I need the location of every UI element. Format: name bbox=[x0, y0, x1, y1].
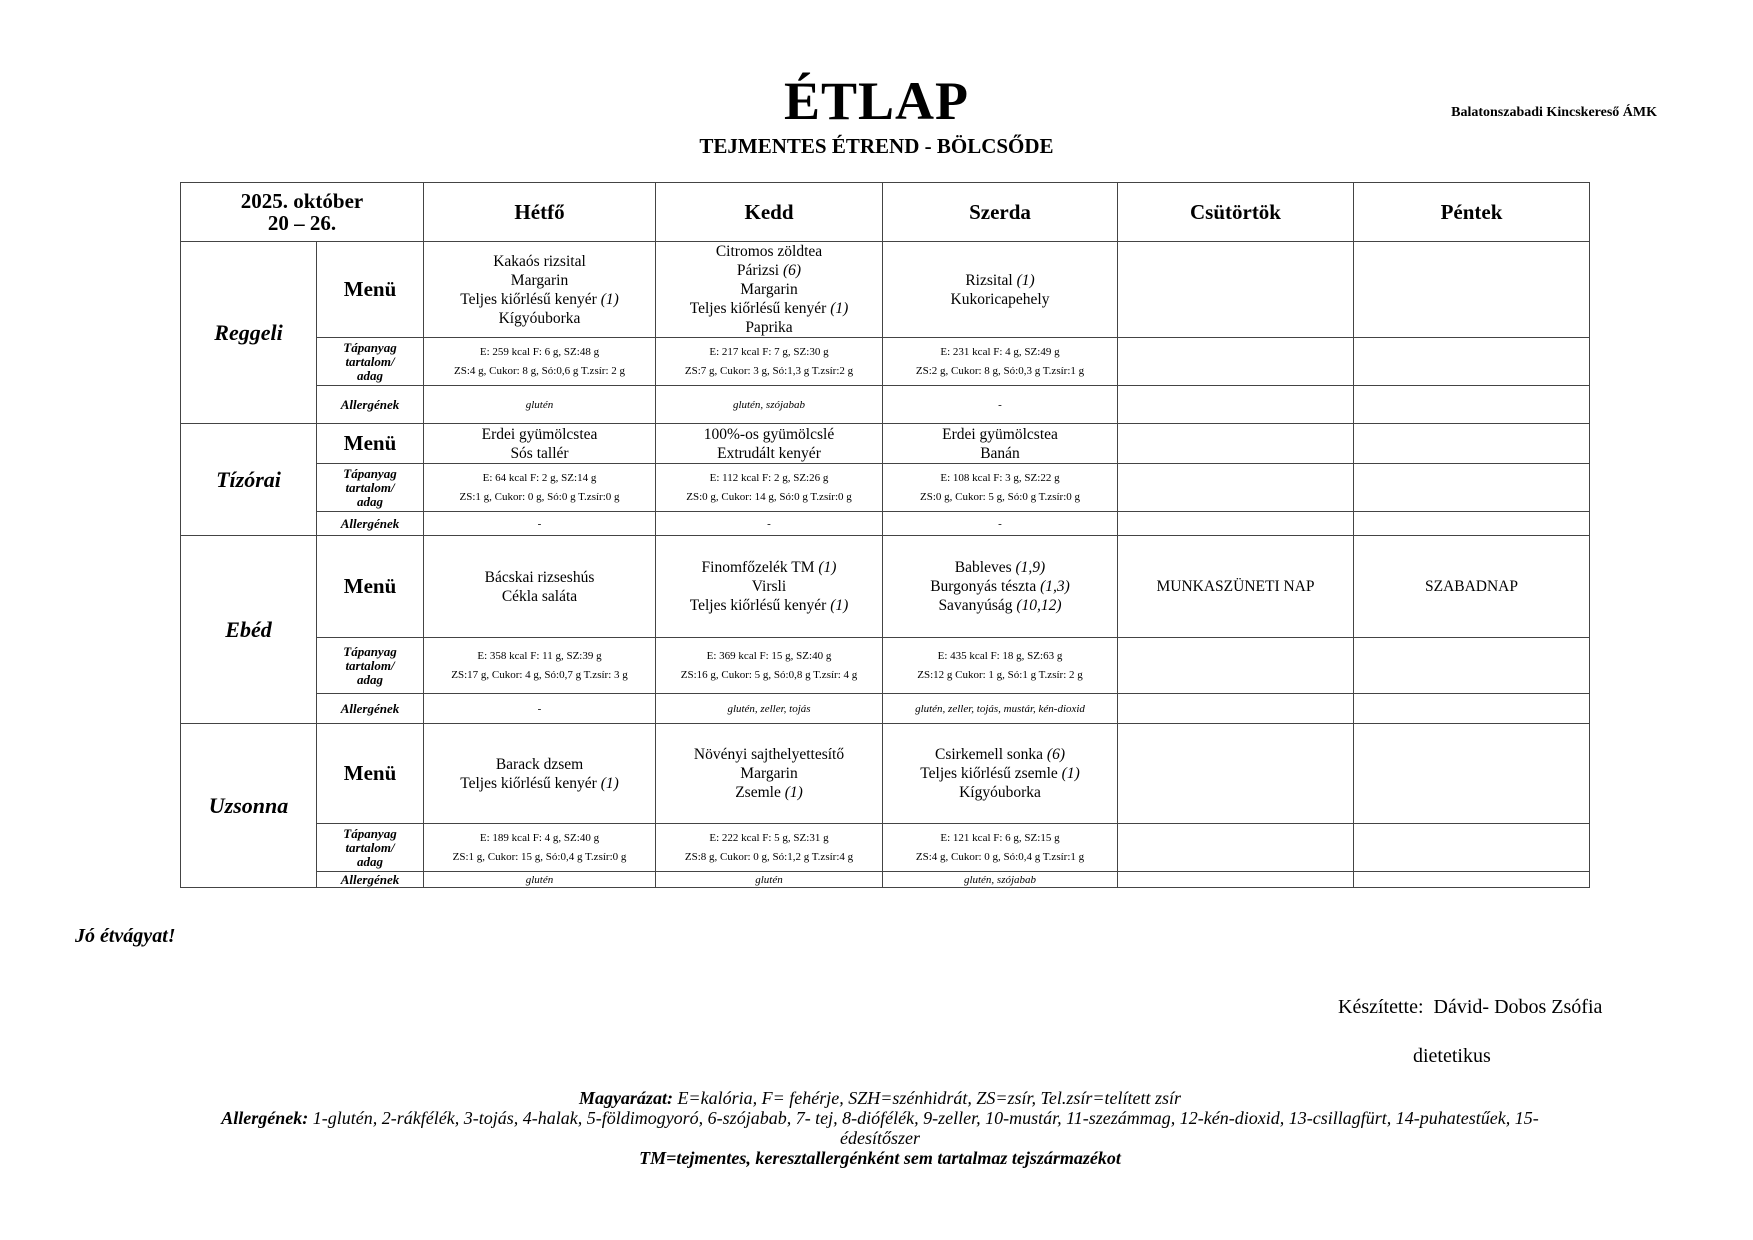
nutrient-cell bbox=[1118, 638, 1354, 694]
menu-cell bbox=[1118, 724, 1354, 824]
day-header: Péntek bbox=[1354, 183, 1590, 242]
dish-item bbox=[885, 444, 1115, 463]
nutrient-label-line: tartalom/ bbox=[345, 353, 395, 369]
dish-name: Kakaós rizsital bbox=[493, 252, 586, 270]
week-range bbox=[181, 183, 424, 242]
dish-item bbox=[426, 755, 653, 774]
allergen-cell: glutén, szójabab bbox=[883, 872, 1118, 888]
dish-name: 100%-os gyümölcslé bbox=[703, 425, 835, 443]
nutrient-cell bbox=[656, 464, 883, 512]
allergen-cell bbox=[1118, 872, 1354, 888]
nutrient-cell bbox=[1118, 338, 1354, 386]
menu-cell bbox=[656, 424, 883, 464]
nutrient-line: ZS:4 g, Cukor: 0 g, Só:0,4 g T.zsír:1 g bbox=[915, 850, 1085, 863]
dish-item bbox=[658, 783, 880, 802]
menu-cell bbox=[1354, 536, 1590, 638]
allergen-cell: - bbox=[424, 694, 656, 724]
nutrient-cell bbox=[883, 638, 1118, 694]
dish-allergen-code: (1,9) bbox=[1015, 559, 1046, 576]
day-header: Kedd bbox=[656, 183, 883, 242]
allergen-cell bbox=[1354, 694, 1590, 724]
dish-item bbox=[658, 299, 880, 318]
nutrient-label-line: adag bbox=[357, 853, 383, 869]
nutrient-line: E: 112 kcal F: 2 g, SZ:26 g bbox=[709, 471, 829, 484]
allergen-cell: glutén, zeller, tojás, mustár, kén-dioxid bbox=[883, 694, 1118, 724]
legend-block bbox=[100, 1088, 1660, 1168]
dish-allergen-code: (6) bbox=[1046, 746, 1065, 763]
nutrient-cell bbox=[656, 638, 883, 694]
dish-name: Extrudált kenyér bbox=[717, 444, 821, 462]
nutrient-line: ZS:1 g, Cukor: 0 g, Só:0 g T.zsír:0 g bbox=[459, 490, 620, 503]
weekly-menu-table bbox=[180, 182, 1590, 888]
dish-name: Margarin bbox=[740, 281, 798, 298]
nutrient-row bbox=[181, 464, 1590, 512]
dish-name: Burgonyás tészta bbox=[930, 578, 1037, 595]
nutrient-line: E: 64 kcal F: 2 g, SZ:14 g bbox=[482, 471, 597, 484]
nutrient-label-line: adag bbox=[357, 671, 383, 687]
dish-name: Sós tallér bbox=[510, 444, 569, 462]
dish-name: Kígyóuborka bbox=[498, 309, 581, 327]
nutrient-cell bbox=[656, 338, 883, 386]
row-label-menu: Menü bbox=[317, 536, 424, 638]
dish-name: Virsli bbox=[751, 578, 787, 595]
nutrient-cell bbox=[1354, 338, 1590, 386]
dish-name: Teljes kiőrlésű kenyér bbox=[460, 290, 597, 308]
dish-item bbox=[426, 271, 653, 290]
allergen-cell: - bbox=[656, 512, 883, 536]
nutrient-cell bbox=[1118, 824, 1354, 872]
row-label-menu: Menü bbox=[317, 424, 424, 464]
dish-item bbox=[658, 280, 880, 299]
nutrient-cell bbox=[883, 464, 1118, 512]
nutrient-line: E: 435 kcal F: 18 g, SZ:63 g bbox=[937, 649, 1063, 662]
page-subtitle: TEJMENTES ÉTREND - BÖLCSŐDE bbox=[699, 134, 1054, 158]
meal-name: Tízórai bbox=[181, 424, 317, 536]
dish-name: Zsemle bbox=[735, 784, 781, 801]
nutrient-cell bbox=[1354, 638, 1590, 694]
menu-cell bbox=[424, 242, 656, 338]
page-title: ÉTLAP bbox=[783, 71, 970, 131]
menu-cell bbox=[883, 724, 1118, 824]
dish-allergen-code: (1) bbox=[818, 559, 837, 576]
menu-cell bbox=[1354, 424, 1590, 464]
dish-item bbox=[426, 309, 653, 328]
row-label-nutrient bbox=[317, 824, 424, 872]
dish-name: Növényi sajthelyettesítő bbox=[693, 746, 845, 763]
dish-allergen-code: (1) bbox=[1016, 271, 1035, 289]
menu-row bbox=[181, 424, 1590, 464]
menu-cell bbox=[883, 242, 1118, 338]
dish-item bbox=[426, 290, 653, 309]
dish-name: Teljes kiőrlésű zsemle bbox=[920, 765, 1058, 782]
dish-allergen-code: (1) bbox=[600, 774, 619, 792]
menu-cell bbox=[424, 536, 656, 638]
institution-name: Balatonszabadi Kincskereső ÁMK bbox=[1451, 105, 1657, 120]
nutrient-line: E: 108 kcal F: 3 g, SZ:22 g bbox=[940, 471, 1060, 484]
dish-allergen-code: (1) bbox=[1061, 765, 1080, 782]
allergen-row bbox=[181, 872, 1590, 888]
row-label-allergen: Allergének bbox=[317, 386, 424, 424]
dish-name: MUNKASZÜNETI NAP bbox=[1156, 577, 1315, 595]
nutrient-label-line: Tápanyag bbox=[343, 465, 397, 481]
dish-item bbox=[426, 425, 653, 444]
menu-cell bbox=[656, 536, 883, 638]
allergen-cell: glutén, szójabab bbox=[656, 386, 883, 424]
dish-name: Bácskai rizseshús bbox=[484, 568, 595, 586]
row-label-menu: Menü bbox=[317, 242, 424, 338]
dish-name: Kígyóuborka bbox=[959, 784, 1041, 801]
menu-row bbox=[181, 724, 1590, 824]
legend-allergens: Allergének: 1-glutén, 2-rákfélék, 3-tojás, 4-halak, 5-földimogyoró, 6-szójabab, 7- tej, 8-diófélék, 9-zeller, 10-mustár, 11-szezámmag, 12-kén-dioxid, 13-csillagfürt, 14-puhatestűek, 15- bbox=[221, 1108, 1539, 1128]
allergen-row bbox=[181, 694, 1590, 724]
nutrient-line: E: 358 kcal F: 11 g, SZ:39 g bbox=[477, 649, 602, 662]
dish-item bbox=[885, 290, 1115, 309]
dish-name: Banán bbox=[980, 444, 1020, 462]
dish-item bbox=[658, 558, 880, 577]
dish-item bbox=[885, 745, 1115, 764]
nutrient-label-line: adag bbox=[357, 493, 383, 509]
menu-cell bbox=[1118, 536, 1354, 638]
nutrient-cell bbox=[1118, 464, 1354, 512]
dish-allergen-code: (10,12) bbox=[1016, 597, 1062, 614]
dish-item bbox=[885, 425, 1115, 444]
nutrient-line: ZS:4 g, Cukor: 8 g, Só:0,6 g T.zsír: 2 g bbox=[453, 364, 625, 377]
row-label-nutrient bbox=[317, 638, 424, 694]
nutrient-line: ZS:12 g Cukor: 1 g, Só:1 g T.zsír: 2 g bbox=[917, 668, 1083, 681]
dish-name: Margarin bbox=[740, 765, 798, 782]
dish-allergen-code: (6) bbox=[782, 262, 802, 279]
nutrient-line: ZS:17 g, Cukor: 4 g, Só:0,7 g T.zsír: 3 g bbox=[451, 668, 628, 681]
nutrient-cell bbox=[1354, 464, 1590, 512]
nutrient-line: E: 121 kcal F: 6 g, SZ:15 g bbox=[940, 831, 1060, 844]
nutrient-label-line: Tápanyag bbox=[343, 643, 397, 659]
allergen-row bbox=[181, 386, 1590, 424]
nutrient-line: E: 222 kcal F: 5 g, SZ:31 g bbox=[709, 831, 829, 844]
dish-allergen-code: (1) bbox=[784, 784, 803, 801]
week-days: 20 – 26. bbox=[267, 211, 337, 235]
menu-cell bbox=[656, 242, 883, 338]
allergen-cell bbox=[1354, 512, 1590, 536]
dish-item bbox=[658, 764, 880, 783]
nutrient-line: ZS:2 g, Cukor: 8 g, Só:0,3 g T.zsír:1 g bbox=[915, 364, 1085, 377]
nutrient-cell bbox=[883, 824, 1118, 872]
dish-item bbox=[1120, 578, 1351, 596]
dish-name: Rizsital bbox=[965, 271, 1013, 289]
menu-row bbox=[181, 536, 1590, 638]
menu-cell bbox=[1118, 242, 1354, 338]
nutrient-label-line: tartalom/ bbox=[345, 657, 395, 673]
menu-cell bbox=[1354, 242, 1590, 338]
allergen-cell: - bbox=[424, 512, 656, 536]
nutrient-label-line: tartalom/ bbox=[345, 479, 395, 495]
nutrient-cell bbox=[883, 338, 1118, 386]
row-label-nutrient bbox=[317, 338, 424, 386]
dish-item bbox=[1356, 578, 1587, 596]
nutrient-label-line: adag bbox=[357, 367, 383, 383]
allergen-cell bbox=[1354, 872, 1590, 888]
dish-allergen-code: (1,3) bbox=[1040, 578, 1070, 595]
menu-cell bbox=[883, 536, 1118, 638]
dish-item bbox=[885, 271, 1115, 290]
dish-item bbox=[658, 318, 880, 337]
nutrient-line: E: 231 kcal F: 4 g, SZ:49 g bbox=[940, 345, 1060, 358]
dish-name: Erdei gyümölcstea bbox=[942, 425, 1058, 443]
dish-item bbox=[426, 568, 653, 587]
dish-name: Barack dzsem bbox=[495, 755, 584, 773]
nutrient-line: E: 189 kcal F: 4 g, SZ:40 g bbox=[479, 831, 600, 844]
dish-item bbox=[658, 596, 880, 615]
menu-row bbox=[181, 242, 1590, 338]
allergen-cell: - bbox=[883, 386, 1118, 424]
nutrient-line: E: 259 kcal F: 6 g, SZ:48 g bbox=[479, 345, 600, 358]
nutrient-row bbox=[181, 638, 1590, 694]
row-label-allergen: Allergének bbox=[317, 512, 424, 536]
menu-cell bbox=[1118, 424, 1354, 464]
day-header: Csütörtök bbox=[1118, 183, 1354, 242]
dish-name: Párizsi bbox=[736, 262, 780, 279]
nutrient-cell bbox=[1354, 824, 1590, 872]
dish-name: Teljes kiőrlésű kenyér bbox=[460, 774, 597, 792]
dish-item bbox=[658, 745, 880, 764]
dish-item bbox=[885, 596, 1115, 615]
dish-name: Cékla saláta bbox=[501, 587, 578, 605]
appetite-note: Jó étvágyat! bbox=[75, 925, 176, 947]
allergen-cell: glutén, zeller, tojás bbox=[656, 694, 883, 724]
legend-allergens-cont: édesítőszer bbox=[840, 1128, 920, 1148]
dish-item bbox=[885, 764, 1115, 783]
dish-name: Bableves bbox=[954, 559, 1012, 576]
author-line bbox=[1338, 996, 1602, 1019]
dish-name: Erdei gyümölcstea bbox=[481, 425, 598, 443]
nutrient-line: ZS:0 g, Cukor: 5 g, Só:0 g T.zsír:0 g bbox=[919, 490, 1080, 503]
dish-name: Csirkemell sonka bbox=[934, 746, 1044, 763]
dish-item bbox=[658, 425, 880, 444]
dish-name: Teljes kiőrlésű kenyér bbox=[689, 300, 827, 317]
menu-cell bbox=[424, 724, 656, 824]
day-header: Szerda bbox=[883, 183, 1118, 242]
nutrient-cell bbox=[424, 638, 656, 694]
nutrient-line: E: 369 kcal F: 15 g, SZ:40 g bbox=[706, 649, 832, 662]
allergen-cell: glutén bbox=[424, 386, 656, 424]
author-name: Dávid- Dobos Zsófia bbox=[1433, 996, 1603, 1018]
week-month: 2025. október bbox=[240, 189, 364, 213]
nutrient-cell bbox=[424, 824, 656, 872]
dish-name: Margarin bbox=[510, 271, 569, 289]
dish-item bbox=[658, 577, 880, 596]
dish-name: Citromos zöldtea bbox=[715, 243, 823, 260]
nutrient-label-line: tartalom/ bbox=[345, 839, 395, 855]
nutrient-row bbox=[181, 824, 1590, 872]
dish-item bbox=[426, 587, 653, 606]
allergen-cell: glutén bbox=[424, 872, 656, 888]
row-label-allergen: Allergének bbox=[317, 694, 424, 724]
dish-item bbox=[885, 558, 1115, 577]
menu-cell bbox=[883, 424, 1118, 464]
row-label-menu: Menü bbox=[317, 724, 424, 824]
nutrient-line: ZS:0 g, Cukor: 14 g, Só:0 g T.zsír:0 g bbox=[686, 490, 852, 503]
day-header: Hétfő bbox=[424, 183, 656, 242]
dish-name: Savanyúság bbox=[938, 597, 1013, 614]
menu-cell bbox=[424, 424, 656, 464]
dish-item bbox=[426, 252, 653, 271]
dish-item bbox=[885, 783, 1115, 802]
menu-cell bbox=[1354, 724, 1590, 824]
meal-name: Reggeli bbox=[181, 242, 317, 424]
allergen-cell bbox=[1118, 386, 1354, 424]
dish-allergen-code: (1) bbox=[830, 597, 849, 614]
dish-item bbox=[426, 774, 653, 793]
nutrient-cell bbox=[424, 338, 656, 386]
nutrient-cell bbox=[424, 464, 656, 512]
meal-name: Ebéd bbox=[181, 536, 317, 724]
nutrient-label-line: Tápanyag bbox=[343, 339, 397, 355]
nutrient-label-line: Tápanyag bbox=[343, 825, 397, 841]
meal-name: Uzsonna bbox=[181, 724, 317, 888]
dish-item bbox=[658, 242, 880, 261]
legend-explanation: Magyarázat: E=kalória, F= fehérje, SZH=szénhidrát, ZS=zsír, Tel.zsír=telített zsír bbox=[578, 1088, 1182, 1108]
dish-item bbox=[885, 577, 1115, 596]
dish-item bbox=[658, 444, 880, 463]
allergen-cell bbox=[1118, 512, 1354, 536]
dish-name: Finomfőzelék TM bbox=[701, 559, 815, 576]
nutrient-line: ZS:8 g, Cukor: 0 g, Só:1,2 g T.zsír:4 g bbox=[684, 850, 854, 863]
nutrient-cell bbox=[656, 824, 883, 872]
allergen-cell bbox=[1354, 386, 1590, 424]
allergen-cell: glutén bbox=[656, 872, 883, 888]
dish-name: Paprika bbox=[745, 319, 793, 336]
header-row bbox=[181, 183, 1590, 242]
row-label-allergen: Allergének bbox=[317, 872, 424, 888]
dish-name: Kukoricapehely bbox=[950, 290, 1050, 308]
nutrient-line: ZS:1 g, Cukor: 15 g, Só:0,4 g T.zsír:0 g bbox=[452, 850, 627, 863]
row-label-nutrient bbox=[317, 464, 424, 512]
author-label: Készítette: bbox=[1338, 996, 1424, 1018]
menu-cell bbox=[656, 724, 883, 824]
dish-item bbox=[426, 444, 653, 463]
nutrient-line: E: 217 kcal F: 7 g, SZ:30 g bbox=[709, 345, 829, 358]
dish-allergen-code: (1) bbox=[600, 290, 619, 308]
nutrient-line: ZS:16 g, Cukor: 5 g, Só:0,8 g T.zsír: 4 g bbox=[680, 668, 858, 681]
allergen-cell: - bbox=[883, 512, 1118, 536]
dish-item bbox=[658, 261, 880, 280]
dish-name: SZABADNAP bbox=[1424, 577, 1518, 595]
allergen-row bbox=[181, 512, 1590, 536]
legend-tm-note: TM=tejmentes, keresztallergénként sem tartalmaz tejszármazékot bbox=[639, 1148, 1121, 1168]
nutrient-line: ZS:7 g, Cukor: 3 g, Só:1,3 g T.zsír:2 g bbox=[684, 364, 854, 377]
author-title: dietetikus bbox=[1413, 1045, 1491, 1067]
dish-name: Teljes kiőrlésű kenyér bbox=[689, 597, 827, 614]
dish-allergen-code: (1) bbox=[830, 300, 849, 317]
nutrient-row bbox=[181, 338, 1590, 386]
allergen-cell bbox=[1118, 694, 1354, 724]
